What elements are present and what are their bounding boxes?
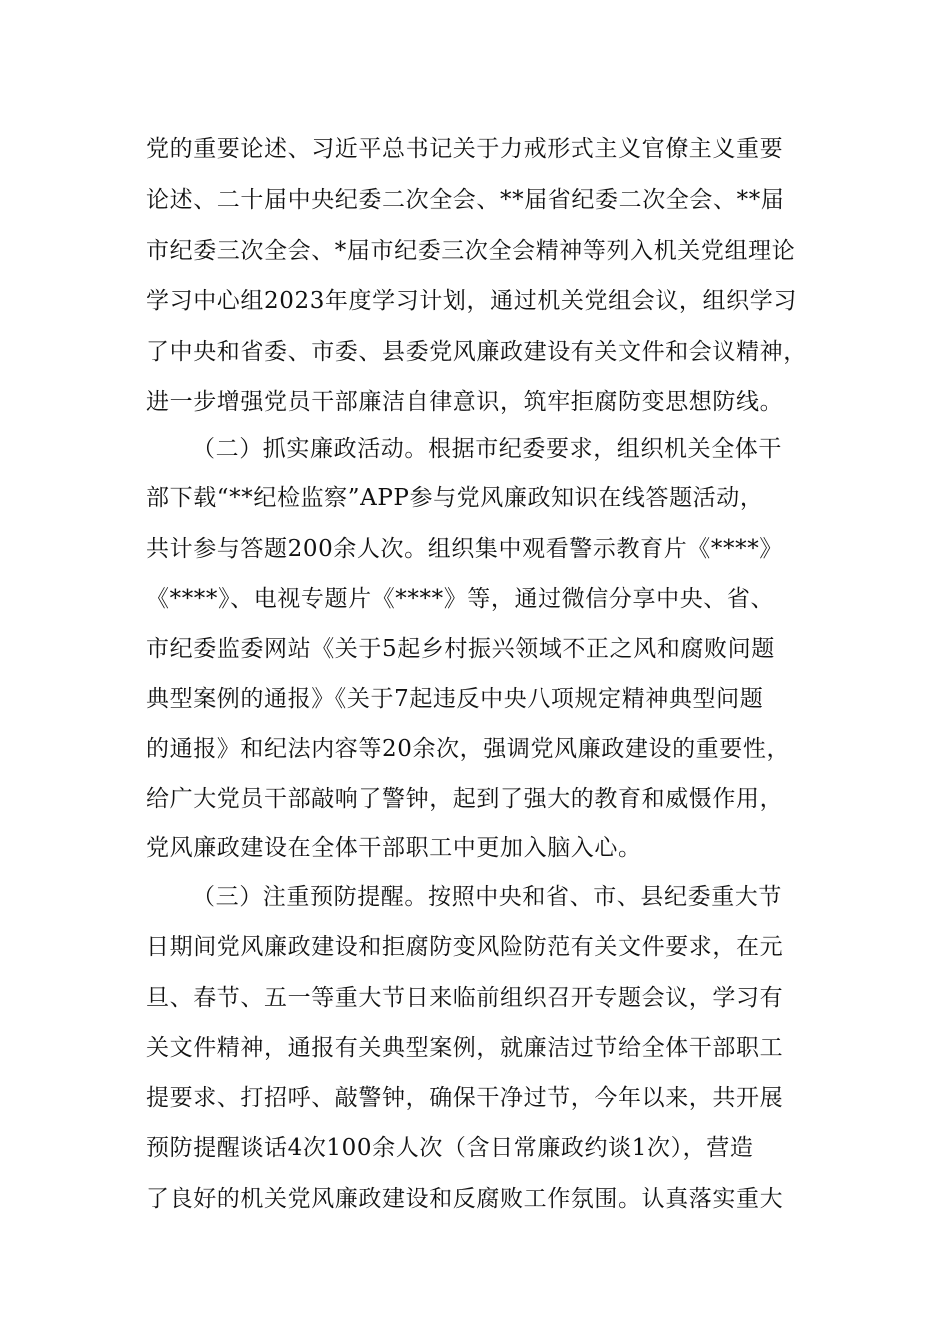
text-line: 共计参与答题200余人次。组织集中观看警示教育片《****》 xyxy=(146,536,783,562)
text-line: 《****》、电视专题片《****》等，通过微信分享中央、省、 xyxy=(146,586,775,612)
text-line: 日期间党风廉政建设和拒腐防变风险防范有关文件要求，在元 xyxy=(146,934,784,960)
text-line: 部下载“**纪检监察”APP参与党风廉政知识在线答题活动， xyxy=(146,485,764,511)
section-heading-line: （三）注重预防提醒。按照中央和省、市、县纪委重大节 xyxy=(192,884,782,910)
text-line: 的通报》和纪法内容等20余次，强调党风廉政建设的重要性， xyxy=(146,736,791,762)
text-line: 给广大党员干部敲响了警钟，起到了强大的教育和威慑作用， xyxy=(146,786,784,812)
text-line: 市纪委三次全会、*届市纪委三次全会精神等列入机关党组理论 xyxy=(146,238,796,264)
text-line: 党风廉政建设在全体干部职工中更加入脑入心。 xyxy=(146,835,642,861)
text-line: 提要求、打招呼、敲警钟，确保干净过节，今年以来，共开展 xyxy=(146,1085,784,1111)
text-line: 关文件精神，通报有关典型案例，就廉洁过节给全体干部职工 xyxy=(146,1035,784,1061)
text-line: 典型案例的通报》《关于7起违反中央八项规定精神典型问题 xyxy=(146,686,764,712)
text-line: 论述、二十届中央纪委二次全会、**届省纪委二次全会、**届 xyxy=(146,187,785,213)
text-line: 旦、春节、五一等重大节日来临前组织召开专题会议，学习有 xyxy=(146,985,784,1011)
text-line: 了中央和省委、市委、县委党风廉政建设有关文件和会议精神， xyxy=(146,339,807,365)
text-line: 预防提醒谈话4次100余人次（含日常廉政约谈1次），营造 xyxy=(146,1135,754,1161)
text-line: 市纪委监委网站《关于5起乡村振兴领域不正之风和腐败问题 xyxy=(146,636,775,662)
text-line: 进一步增强党员干部廉洁自律意识，筑牢拒腐防变思想防线。 xyxy=(146,389,784,415)
text-line: 学习中心组2023年度学习计划，通过机关党组会议，组织学习 xyxy=(146,288,797,314)
text-line: 了良好的机关党风廉政建设和反腐败工作氛围。认真落实重大 xyxy=(146,1186,784,1212)
section-heading-line: （二）抓实廉政活动。根据市纪委要求，组织机关全体干 xyxy=(192,436,782,462)
text-line: 党的重要论述、习近平总书记关于力戒形式主义官僚主义重要 xyxy=(146,136,784,162)
